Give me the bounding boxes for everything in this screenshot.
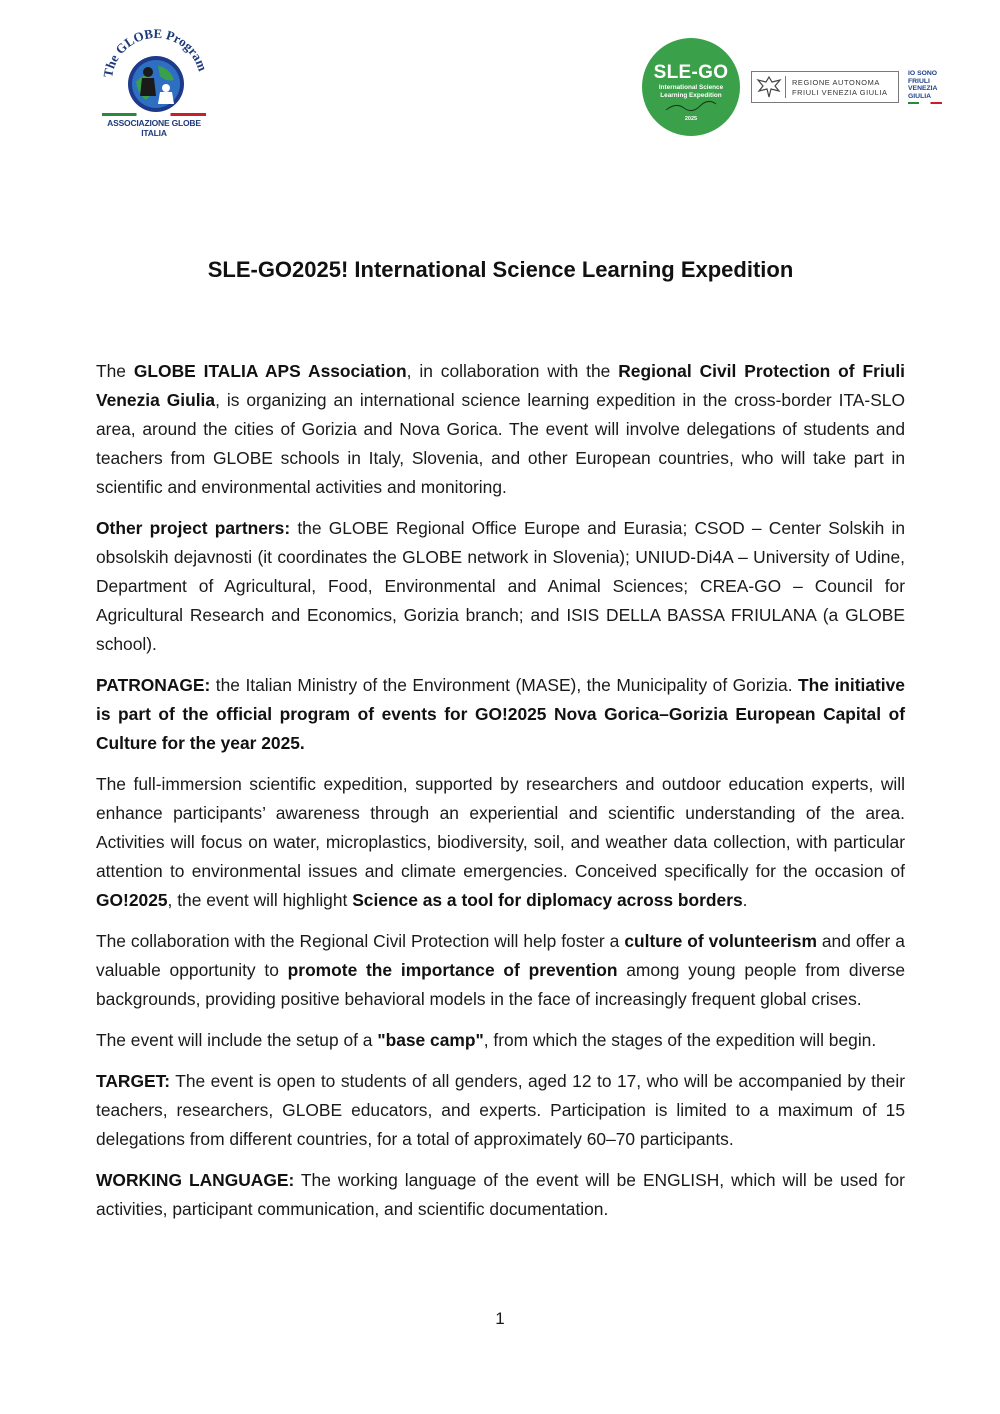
tricolor-bar: [102, 113, 206, 116]
io-sono-fvg-logo: [908, 70, 958, 104]
signature-swoosh-icon: [664, 100, 718, 114]
paragraph-base-camp: The event will include the setup of a "base camp", from which the stages of the expedition will begin.: [96, 1030, 877, 1050]
globe-italia-logo: [96, 22, 212, 138]
slego-year: 2025: [684, 116, 698, 122]
regione-fvg-logo: [751, 71, 899, 103]
eagle-crest-icon: [755, 74, 783, 100]
association-label: ASSOCIAZIONE GLOBE ITALIA: [107, 118, 201, 138]
paragraph-patronage: PATRONAGE: the Italian Ministry of the Environment (MASE), the Municipality of Gorizia. The initiative is part of the official program of events for GO!2025 Nova Gorica–Gorizia European Capital of Culture for the year 2025.: [96, 675, 905, 753]
io-sono-line2: FRIULI: [908, 77, 930, 85]
document-body: [96, 357, 905, 1236]
slego-subtitle: [650, 84, 732, 100]
io-sono-line4: GIULIA: [908, 92, 932, 100]
globe-arc-text: The GLOBE Program: [100, 25, 211, 79]
io-sono-line3: VENEZIA: [908, 85, 938, 93]
slego-subtitle-line2: Learning Expedition: [660, 92, 722, 99]
paragraph-expedition: The full-immersion scientific expedition, supported by researchers and outdoor education experts, will enhance participants’ awareness through an experiential and scientific understanding of the area. Activities will focus on water, microplastics, biodiversity, soil, and weather data collection, with particular attention to environmental issues and climate emergencies. Conceived specifically for the occasion of GO!2025, the event will highlight Science as a tool for diplomacy across borders.: [96, 774, 905, 910]
slego-title: SLE-GO: [653, 62, 729, 83]
paragraph-working-language: WORKING LANGUAGE: The working language of the event will be ENGLISH, which will be used for activities, participant communication, and scientific documentation.: [96, 1170, 905, 1219]
region-line2: FRIULI VENEZIA GIULIA: [792, 87, 888, 97]
document-title: SLE-GO2025! International Science Learning Expedition: [207, 257, 794, 282]
tricolor-flag: [908, 102, 942, 104]
slego-logo: [642, 38, 740, 136]
region-line1: REGIONE AUTONOMA: [792, 78, 880, 87]
paragraph-partners: Other project partners: the GLOBE Regional Office Europe and Eurasia; CSOD – Center Solskih in obsolskih dejavnosti (it coordinates the GLOBE network in Slovenia); UNIUD-Di4A – University of Udine, Department of Agricultural, Food, Environmental and Animal Sciences; CREA-GO – Council for Agricultural Research and Economics, Gorizia branch; and ISIS DELLA BASSA FRIULANA (a GLOBE school).: [96, 518, 905, 654]
slego-subtitle-line1: International Science: [658, 84, 724, 91]
paragraph-intro: The GLOBE ITALIA APS Association, in collaboration with the Regional Civil Protection of Friuli Venezia Giulia, is organizing an international science learning expedition in the cross-border ITA-SLO area, around the cities of Gorizia and Nova Gorica. The event will involve delegations of students and teachers from GLOBE schools in Italy, Slovenia, and other European countries, who will take part in scientific and environmental activities and monitoring.: [96, 361, 905, 497]
io-sono-line1: IO SONO: [908, 70, 938, 77]
region-name: [792, 78, 898, 97]
logo-divider: [785, 76, 786, 98]
paragraph-target: TARGET: The event is open to students of all genders, aged 12 to 17, who will be accompanied by their teachers, researchers, GLOBE educators, and experts. Participation is limited to a maximum of 15 delegations from different countries, for a total of approximately 60–70 participants.: [96, 1071, 905, 1149]
page-number: 1: [495, 1309, 505, 1328]
globe-program-emblem-icon: [96, 22, 212, 118]
paragraph-civil-protection: The collaboration with the Regional Civil Protection will help foster a culture of volunteerism and offer a valuable opportunity to promote the importance of prevention among young people from diverse backgrounds, providing positive behavioral models in the face of increasingly frequent global crises.: [96, 931, 905, 1009]
